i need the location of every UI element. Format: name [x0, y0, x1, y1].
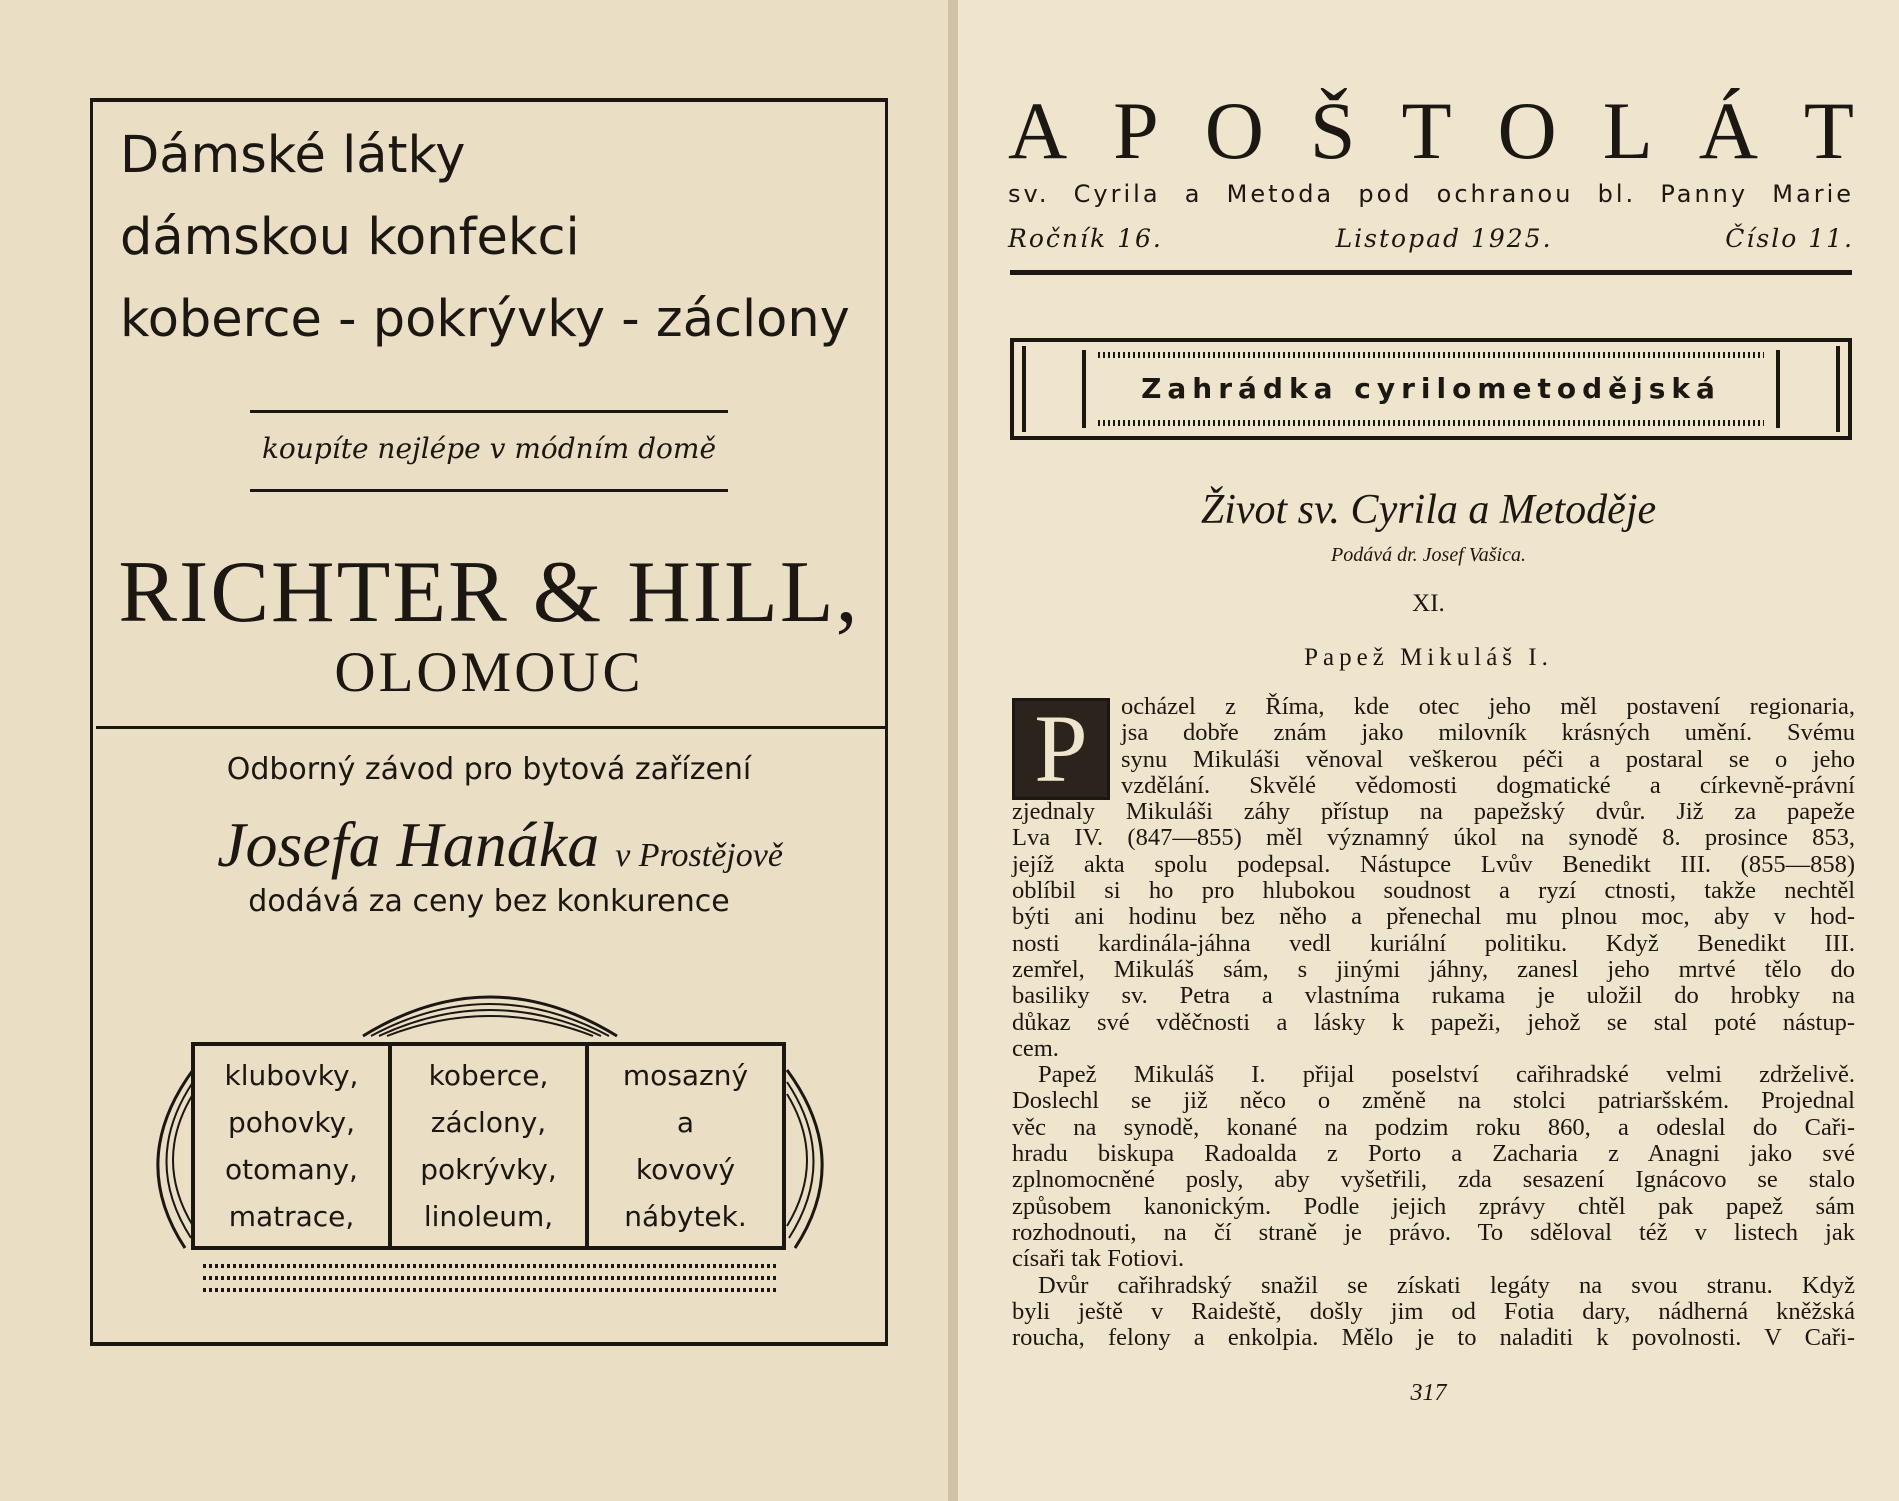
- ad-tagline: koupíte nejlépe v módním domě: [261, 432, 717, 465]
- book-gutter: [948, 0, 958, 1501]
- text-line: Dvůr cařihradský snažil se získati legáty na svou stranu. Když: [1038, 1271, 1855, 1299]
- section-ornament-bottom: [1098, 420, 1764, 426]
- text-line: zplnomocněné posly, aby vyšetřili, zda sesazení Ignácovo se stalo: [1012, 1166, 1855, 1194]
- article-title: Život sv. Cyrila a Metoděje: [1200, 487, 1657, 533]
- journal-title: [1008, 85, 1854, 176]
- cabinet-column-upholstery: [195, 1046, 392, 1246]
- cabinet-item: kovový: [635, 1153, 736, 1186]
- issue-number: Číslo 11.: [1725, 224, 1854, 253]
- text-line: vzdělání. Skvělé vědomosti dogmatické a církevně-právní: [1121, 771, 1855, 799]
- text-line: Lva IV. (847—855) měl významný úkol na synodě 8. prosince 853,: [1012, 824, 1855, 852]
- ad-city: OLOMOUC: [334, 641, 644, 704]
- title-letter: Á: [1698, 85, 1758, 176]
- article-body: [1012, 694, 1855, 1351]
- cabinet-item: pokrývky,: [420, 1153, 557, 1186]
- cabinet-item: a: [676, 1106, 695, 1139]
- article-author: Podává dr. Josef Vašica.: [1331, 544, 1526, 566]
- ad-price-line: dodává za ceny bez konkurence: [248, 884, 730, 919]
- section-header-box: [1010, 338, 1852, 440]
- cabinet-item: záclony,: [430, 1106, 547, 1139]
- text-line: císaři tak Fotiovi.: [1012, 1245, 1185, 1273]
- text-line: věc na synodě, konané na podzim roku 860, a odeslal do Caři-: [1012, 1113, 1855, 1141]
- text-line: býti ani hodinu bez něho a přenechal mu plnou moc, aby v hod-: [1012, 903, 1855, 931]
- ad-rule-lower: [250, 489, 728, 492]
- ad-line-3: koberce - pokrývky - záclony: [120, 290, 850, 349]
- chapter-subheading: Papež Mikuláš I.: [1304, 644, 1553, 671]
- text-line: roucha, felony a enkolpia. Mělo je to naladiti k povolnosti. V Caři-: [1012, 1324, 1855, 1352]
- cabinet-item: nábytek.: [624, 1200, 747, 1233]
- ad-line-1: Dámské látky: [120, 126, 466, 185]
- cabinet-column-textiles: [392, 1046, 589, 1246]
- chapter-number: XI.: [1412, 590, 1445, 617]
- text-line: cem.: [1012, 1034, 1059, 1062]
- furniture-illustration: [135, 970, 845, 1300]
- section-ornament-top: [1098, 352, 1764, 358]
- cabinet-item: otomany,: [225, 1153, 358, 1186]
- text-line: důkaz své vděčnosti a lásky k papeži, jehož se stal poté nástup-: [1012, 1008, 1855, 1036]
- cabinet-item: klubovky,: [224, 1059, 359, 1092]
- furniture-cabinet: [191, 1042, 786, 1250]
- text-line: oblíbil si ho pro hlubokou soudnost a ryzí ctnosti, takže nechtěl: [1012, 877, 1855, 905]
- cabinet-item: koberce,: [428, 1059, 549, 1092]
- text-line: hradu biskupa Radoalda z Porto a Zacharia z Anagni jako své: [1012, 1140, 1855, 1168]
- left-page: [0, 0, 948, 1501]
- ad-shop-line: Odborný závod pro bytová zařízení: [226, 752, 752, 787]
- ad-rule-upper: [250, 410, 728, 413]
- ad-owner-place: v Prostějově: [615, 837, 783, 874]
- ad-firm-name: RICHTER & HILL,: [118, 544, 860, 641]
- text-line: zjednaly Mikuláši záhy přístup na papežský dvůr. Již za papeže: [1012, 798, 1855, 826]
- text-line: Doslechl se již něco o změně na stolci patriaršském. Projednal: [1012, 1087, 1855, 1115]
- title-letter: O: [1497, 85, 1557, 176]
- title-letter: T: [1401, 85, 1452, 176]
- text-line: synu Mikuláši věnoval veškerou péči a postaral se o jeho: [1121, 745, 1855, 773]
- journal-subtitle: sv. Cyrila a Metoda pod ochranou bl. Panny Marie: [1008, 180, 1854, 208]
- issue-line: [1008, 224, 1854, 253]
- text-line: zemřel, Mikuláš sám, s jinými jáhny, zanesl jeho mrtvé tělo do: [1012, 955, 1855, 983]
- text-line: způsobem kanonickým. Podle jejich zprávy chtěl pak papež sám: [1012, 1192, 1855, 1220]
- cabinet-item: matrace,: [228, 1200, 355, 1233]
- ad-divider: [96, 726, 888, 729]
- cabinet-column-metal: [589, 1046, 782, 1246]
- title-letter: L: [1602, 85, 1653, 176]
- text-line: byli ještě v Raideště, došly jim od Fotia dary, nádherná kněžská: [1012, 1297, 1855, 1325]
- text-line: basiliky sv. Petra a vlastníma rukama je uložil do hrobky na: [1012, 982, 1855, 1010]
- text-line: jsa dobře znám jako milovník krásných umění. Svému: [1121, 719, 1855, 747]
- issue-volume: Ročník 16.: [1008, 224, 1163, 253]
- masthead-rule: [1010, 270, 1852, 275]
- cabinet-item: pohovky,: [227, 1106, 356, 1139]
- text-line: jejíž akta spolu podepsal. Nástupce Lvův Benedikt III. (855—858): [1012, 850, 1855, 878]
- text-line: rozhodnouti, na čí straně je právo. To sděloval též v listech jak: [1012, 1218, 1855, 1246]
- section-title: Zahrádka cyrilometodějská: [1141, 372, 1721, 405]
- title-letter: A: [1008, 85, 1068, 176]
- cabinet-item: linoleum,: [423, 1200, 554, 1233]
- ad-owner-name: Josefa Hanáka: [217, 809, 600, 880]
- issue-date: Listopad 1925.: [1335, 224, 1553, 253]
- right-page: [958, 0, 1899, 1501]
- text-line: Papež Mikuláš I. přijal poselství cařihradské velmi zdrželivě.: [1038, 1061, 1855, 1089]
- text-line: ocházel z Říma, kde otec jeho měl postavení regionaria,: [1121, 693, 1855, 720]
- page-number: 317: [1410, 1380, 1447, 1406]
- ad-line-2: dámskou konfekci: [120, 208, 580, 267]
- ad-owner: [120, 808, 880, 882]
- drop-cap: P: [1012, 698, 1110, 800]
- title-letter: Š: [1309, 85, 1356, 176]
- title-letter: O: [1204, 85, 1264, 176]
- text-line: nosti kardinála-jáhna vedl kuriální politiku. Když Benedikt III.: [1012, 929, 1855, 957]
- title-letter: P: [1113, 85, 1159, 176]
- cabinet-item: mosazný: [622, 1059, 749, 1092]
- title-letter: T: [1803, 85, 1854, 176]
